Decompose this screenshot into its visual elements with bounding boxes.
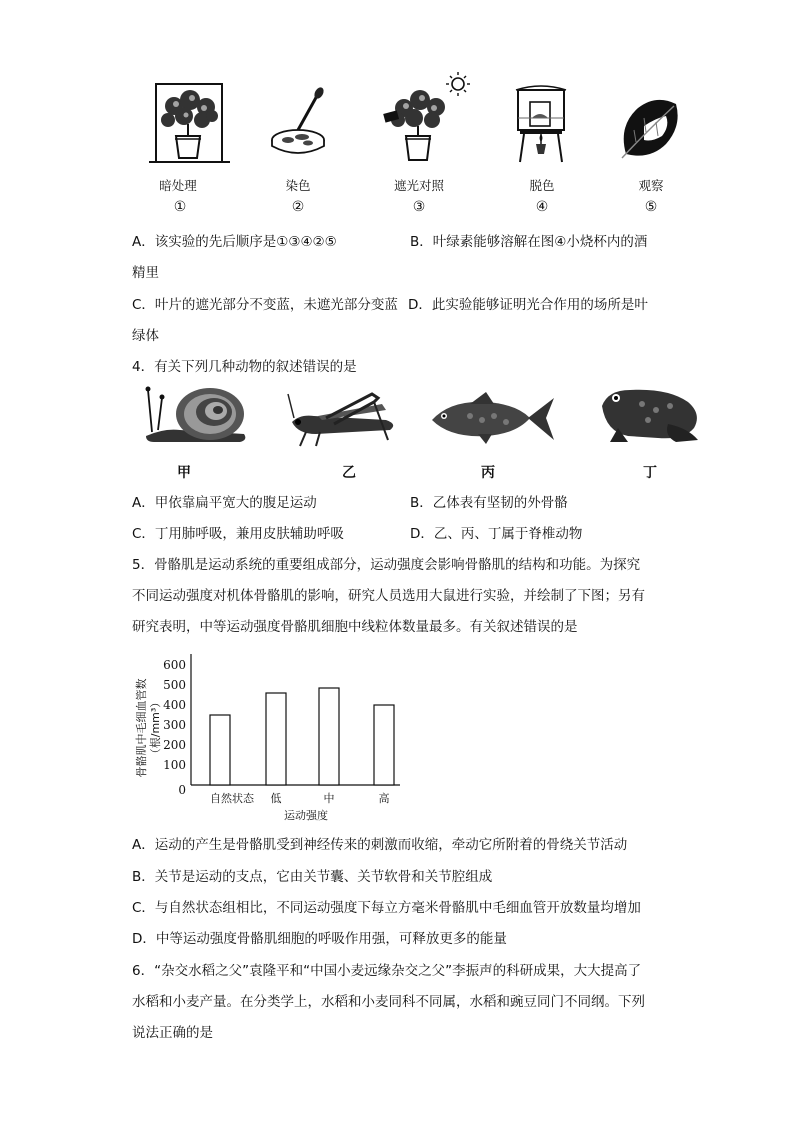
step-label: 暗处理 (159, 178, 197, 193)
y-tick-label: 100 (163, 758, 186, 772)
bar-chart (128, 648, 428, 828)
step-number: ① (173, 199, 187, 215)
option-a: A．甲依靠扁平宽大的腹足运动 (132, 495, 317, 511)
step-label: 遮光对照 (393, 178, 444, 193)
option-d-continued: 绿体 (132, 328, 159, 344)
y-tick-label: 400 (163, 698, 186, 712)
option-c: C．与自然状态组相比，不同运动强度下每立方毫米骨骼肌中毛细血管开放数量均增加 (132, 900, 641, 916)
question-6-stem: 6．“杂交水稻之父”袁隆平和“中国小麦远缘杂交之父”李振声的科研成果，大大提高了 (132, 963, 642, 979)
step-number: ② (291, 199, 305, 215)
question-4-stem: 4．有关下列几种动物的叙述错误的是 (132, 359, 357, 375)
step-number: ⑤ (644, 199, 658, 215)
bar (210, 715, 230, 785)
step-label: 观察 (638, 178, 664, 193)
animal-label-bing: 丙 (481, 465, 495, 481)
option-c: C．叶片的遮光部分不变蓝，未遮光部分变蓝 (132, 297, 398, 313)
question-5-stem: 不同运动强度对机体骨骼肌的影响，研究人员选用大鼠进行实验，并绘制了下图；另有 (132, 588, 645, 604)
water-bath-beaker-icon (512, 84, 570, 166)
y-tick-label: 500 (163, 678, 186, 692)
animal-label-ding: 丁 (643, 465, 657, 481)
option-a: A．该实验的先后顺序是①③④②⑤ (132, 234, 337, 250)
step-label: 脱色 (529, 178, 555, 193)
question-6-stem: 水稻和小麦产量。在分类学上，水稻和小麦同科不同属，水稻和豌豆同门不同纲。下列 (132, 994, 645, 1010)
option-c: C．丁用肺呼吸，兼用皮肤辅助呼吸 (132, 526, 344, 542)
grasshopper-icon (286, 390, 400, 448)
leaf-icon (616, 96, 682, 164)
y-tick-label: 200 (163, 738, 186, 752)
step-label: 染色 (285, 178, 311, 193)
option-d: D．此实验能够证明光合作用的场所是叶 (408, 297, 648, 313)
plant-with-sun-icon (382, 72, 474, 164)
x-tick-label: 高 (378, 792, 390, 805)
snail-icon (144, 384, 252, 444)
x-tick-label: 低 (270, 792, 282, 805)
y-tick-label: 300 (163, 718, 186, 732)
y-tick-label: 0 (178, 783, 186, 797)
petri-dish-dropper-icon (268, 88, 332, 158)
y-axis-unit: （根/mm³） (149, 696, 162, 760)
bar (374, 705, 394, 785)
x-tick-label: 中 (323, 792, 335, 805)
option-d: D．乙、丙、丁属于脊椎动物 (410, 526, 583, 542)
question-6-stem: 说法正确的是 (132, 1025, 213, 1041)
question-5-stem: 5．骨骼肌是运动系统的重要组成部分，运动强度会影响骨骼肌的结构和功能。为探究 (132, 557, 641, 573)
x-axis-label: 运动强度 (284, 809, 328, 822)
option-b: B．叶绿素能够溶解在图④小烧杯内的酒 (410, 234, 648, 250)
bar (266, 693, 286, 785)
animal-label-yi: 乙 (342, 465, 356, 481)
step-number: ③ (412, 199, 426, 215)
y-axis-label: 骨骼肌中毛细血管数 (135, 678, 148, 778)
bar (319, 688, 339, 785)
option-b: B．乙体表有坚韧的外骨骼 (410, 495, 568, 511)
option-b-continued: 精里 (132, 265, 159, 281)
x-tick-label: 自然状态 (210, 792, 254, 805)
option-b: B．关节是运动的支点，它由关节囊、关节软骨和关节腔组成 (132, 869, 493, 885)
potted-plant-in-box-icon (146, 80, 232, 166)
y-tick-label: 600 (163, 658, 186, 672)
fish-icon (430, 392, 556, 444)
frog-icon (598, 384, 702, 446)
question-5-stem: 研究表明，中等运动强度骨骼肌细胞中线粒体数量最多。有关叙述错误的是 (132, 619, 578, 635)
step-number: ④ (535, 199, 549, 215)
option-a: A．运动的产生是骨骼肌受到神经传来的刺激而收缩，牵动它所附着的骨绕关节活动 (132, 837, 628, 853)
animal-label-jia: 甲 (177, 465, 191, 481)
option-d: D．中等运动强度骨骼肌细胞的呼吸作用强，可释放更多的能量 (132, 931, 507, 947)
